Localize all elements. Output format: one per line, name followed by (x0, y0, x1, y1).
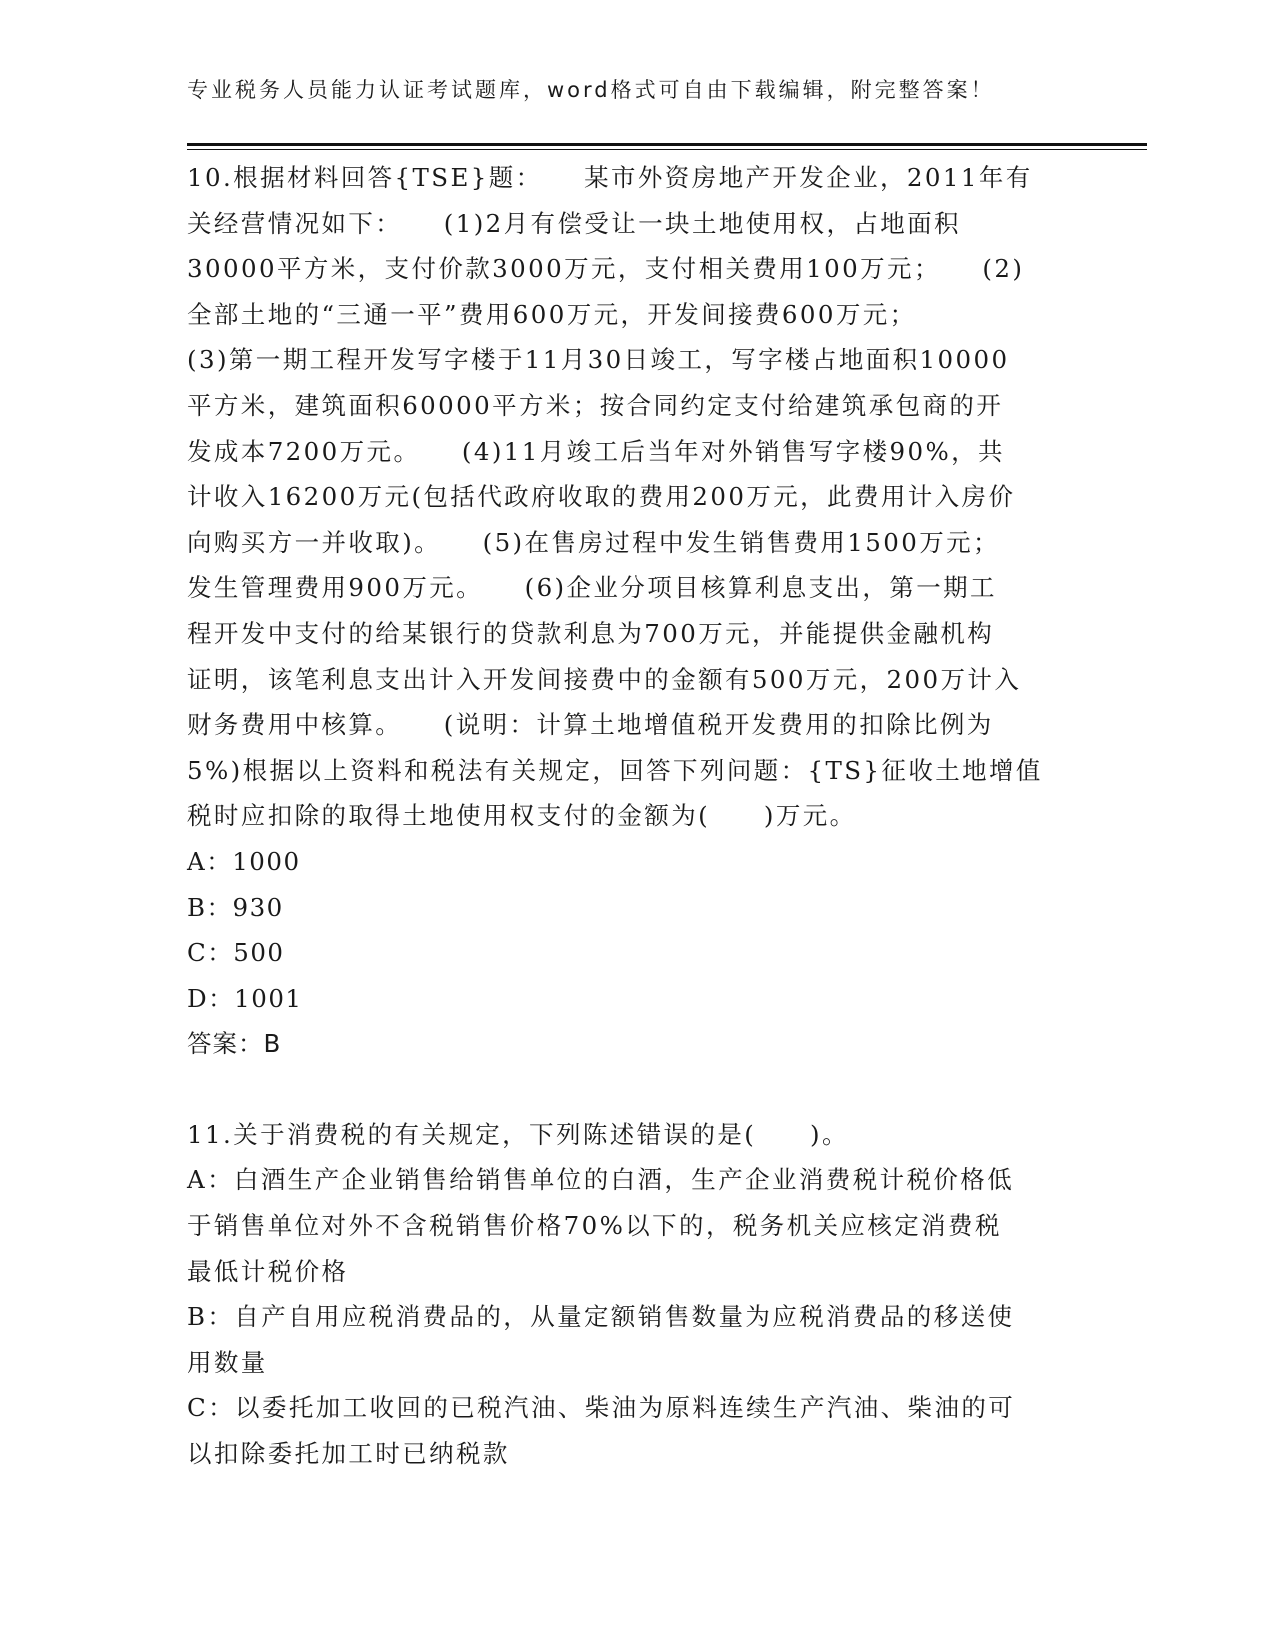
question-10-option-a: A：1000 (187, 846, 301, 876)
question-11-option-a-line: 最低计税价格 (187, 1256, 349, 1286)
question-10-option-d: D：1001 (187, 983, 303, 1013)
question-11-option-a-line: 于销售单位对外不含税销售价格70%以下的，税务机关应核定消费税 (187, 1211, 1002, 1241)
question-content (187, 155, 1077, 1477)
question-11-option-c-line: C：以委托加工收回的已税汽油、柴油为原料连续生产汽油、柴油的可 (187, 1393, 1016, 1423)
page-header: 专业税务人员能力认证考试题库，word格式可自由下载编辑，附完整答案！ (187, 78, 995, 102)
question-10-line: 5%)根据以上资料和税法有关规定，回答下列问题：{TS}征收土地增值 (187, 755, 1043, 785)
question-10-answer: 答案：B (187, 1029, 282, 1059)
question-11-option-a-line: A：白酒生产企业销售给销售单位的白酒，生产企业消费税计税价格低 (187, 1165, 1015, 1195)
question-10-line: 关经营情况如下： (1)2月有偿受让一块土地使用权，占地面积 (187, 208, 961, 238)
question-10-line: 发生管理费用900万元。 (6)企业分项目核算利息支出，第一期工 (187, 573, 997, 603)
question-10-line: 全部土地的“三通一平”费用600万元，开发间接费600万元； (187, 299, 917, 329)
question-11-stem: 11.关于消费税的有关规定，下列陈述错误的是( )。 (187, 1119, 849, 1149)
question-10-line: 30000平方米，支付价款3000万元，支付相关费用100万元； (2) (187, 254, 1025, 284)
question-10-line: 程开发中支付的给某银行的贷款利息为700万元，并能提供金融机构 (187, 618, 995, 648)
question-10-line: 10.根据材料回答{TSE}题： 某市外资房地产开发企业，2011年有 (187, 163, 1033, 192)
question-10-line: (3)第一期工程开发写字楼于11月30日竣工，写字楼占地面积10000 (187, 345, 1010, 375)
question-11-option-c-line: 以扣除委托加工时已纳税款 (187, 1439, 510, 1469)
question-11 (187, 1112, 1077, 1477)
question-spacer (187, 1067, 1077, 1112)
question-11-option-c (187, 1385, 1077, 1476)
question-10-line: 发成本7200万元。 (4)11月竣工后当年对外销售写字楼90%，共 (187, 436, 1005, 466)
question-10-line: 税时应扣除的取得土地使用权支付的金额为( )万元。 (187, 801, 857, 831)
question-10 (187, 155, 1077, 1067)
question-10-line: 财务费用中核算。 (说明：计算土地增值税开发费用的扣除比例为 (187, 710, 994, 740)
header-rule-thin (187, 149, 1147, 150)
question-11-option-b-line: 用数量 (187, 1347, 268, 1377)
question-10-option-b: B：930 (187, 892, 284, 922)
question-10-line: 平方米，建筑面积60000平方米；按合同约定支付给建筑承包商的开 (187, 390, 1004, 420)
question-10-line: 计收入16200万元(包括代政府收取的费用200万元，此费用计入房价 (187, 482, 1016, 512)
question-11-option-b-line: B：自产自用应税消费品的，从量定额销售数量为应税消费品的移送使 (187, 1302, 1015, 1332)
question-11-option-b (187, 1294, 1077, 1385)
header-rule-thick (187, 143, 1147, 146)
question-10-line: 证明，该笔利息支出计入开发间接费中的金额有500万元，200万计入 (187, 664, 1022, 694)
question-10-line: 向购买方一并收取)。 (5)在售房过程中发生销售费用1500万元； (187, 527, 1000, 557)
question-11-option-a (187, 1157, 1077, 1294)
question-10-option-c: C：500 (187, 938, 285, 968)
